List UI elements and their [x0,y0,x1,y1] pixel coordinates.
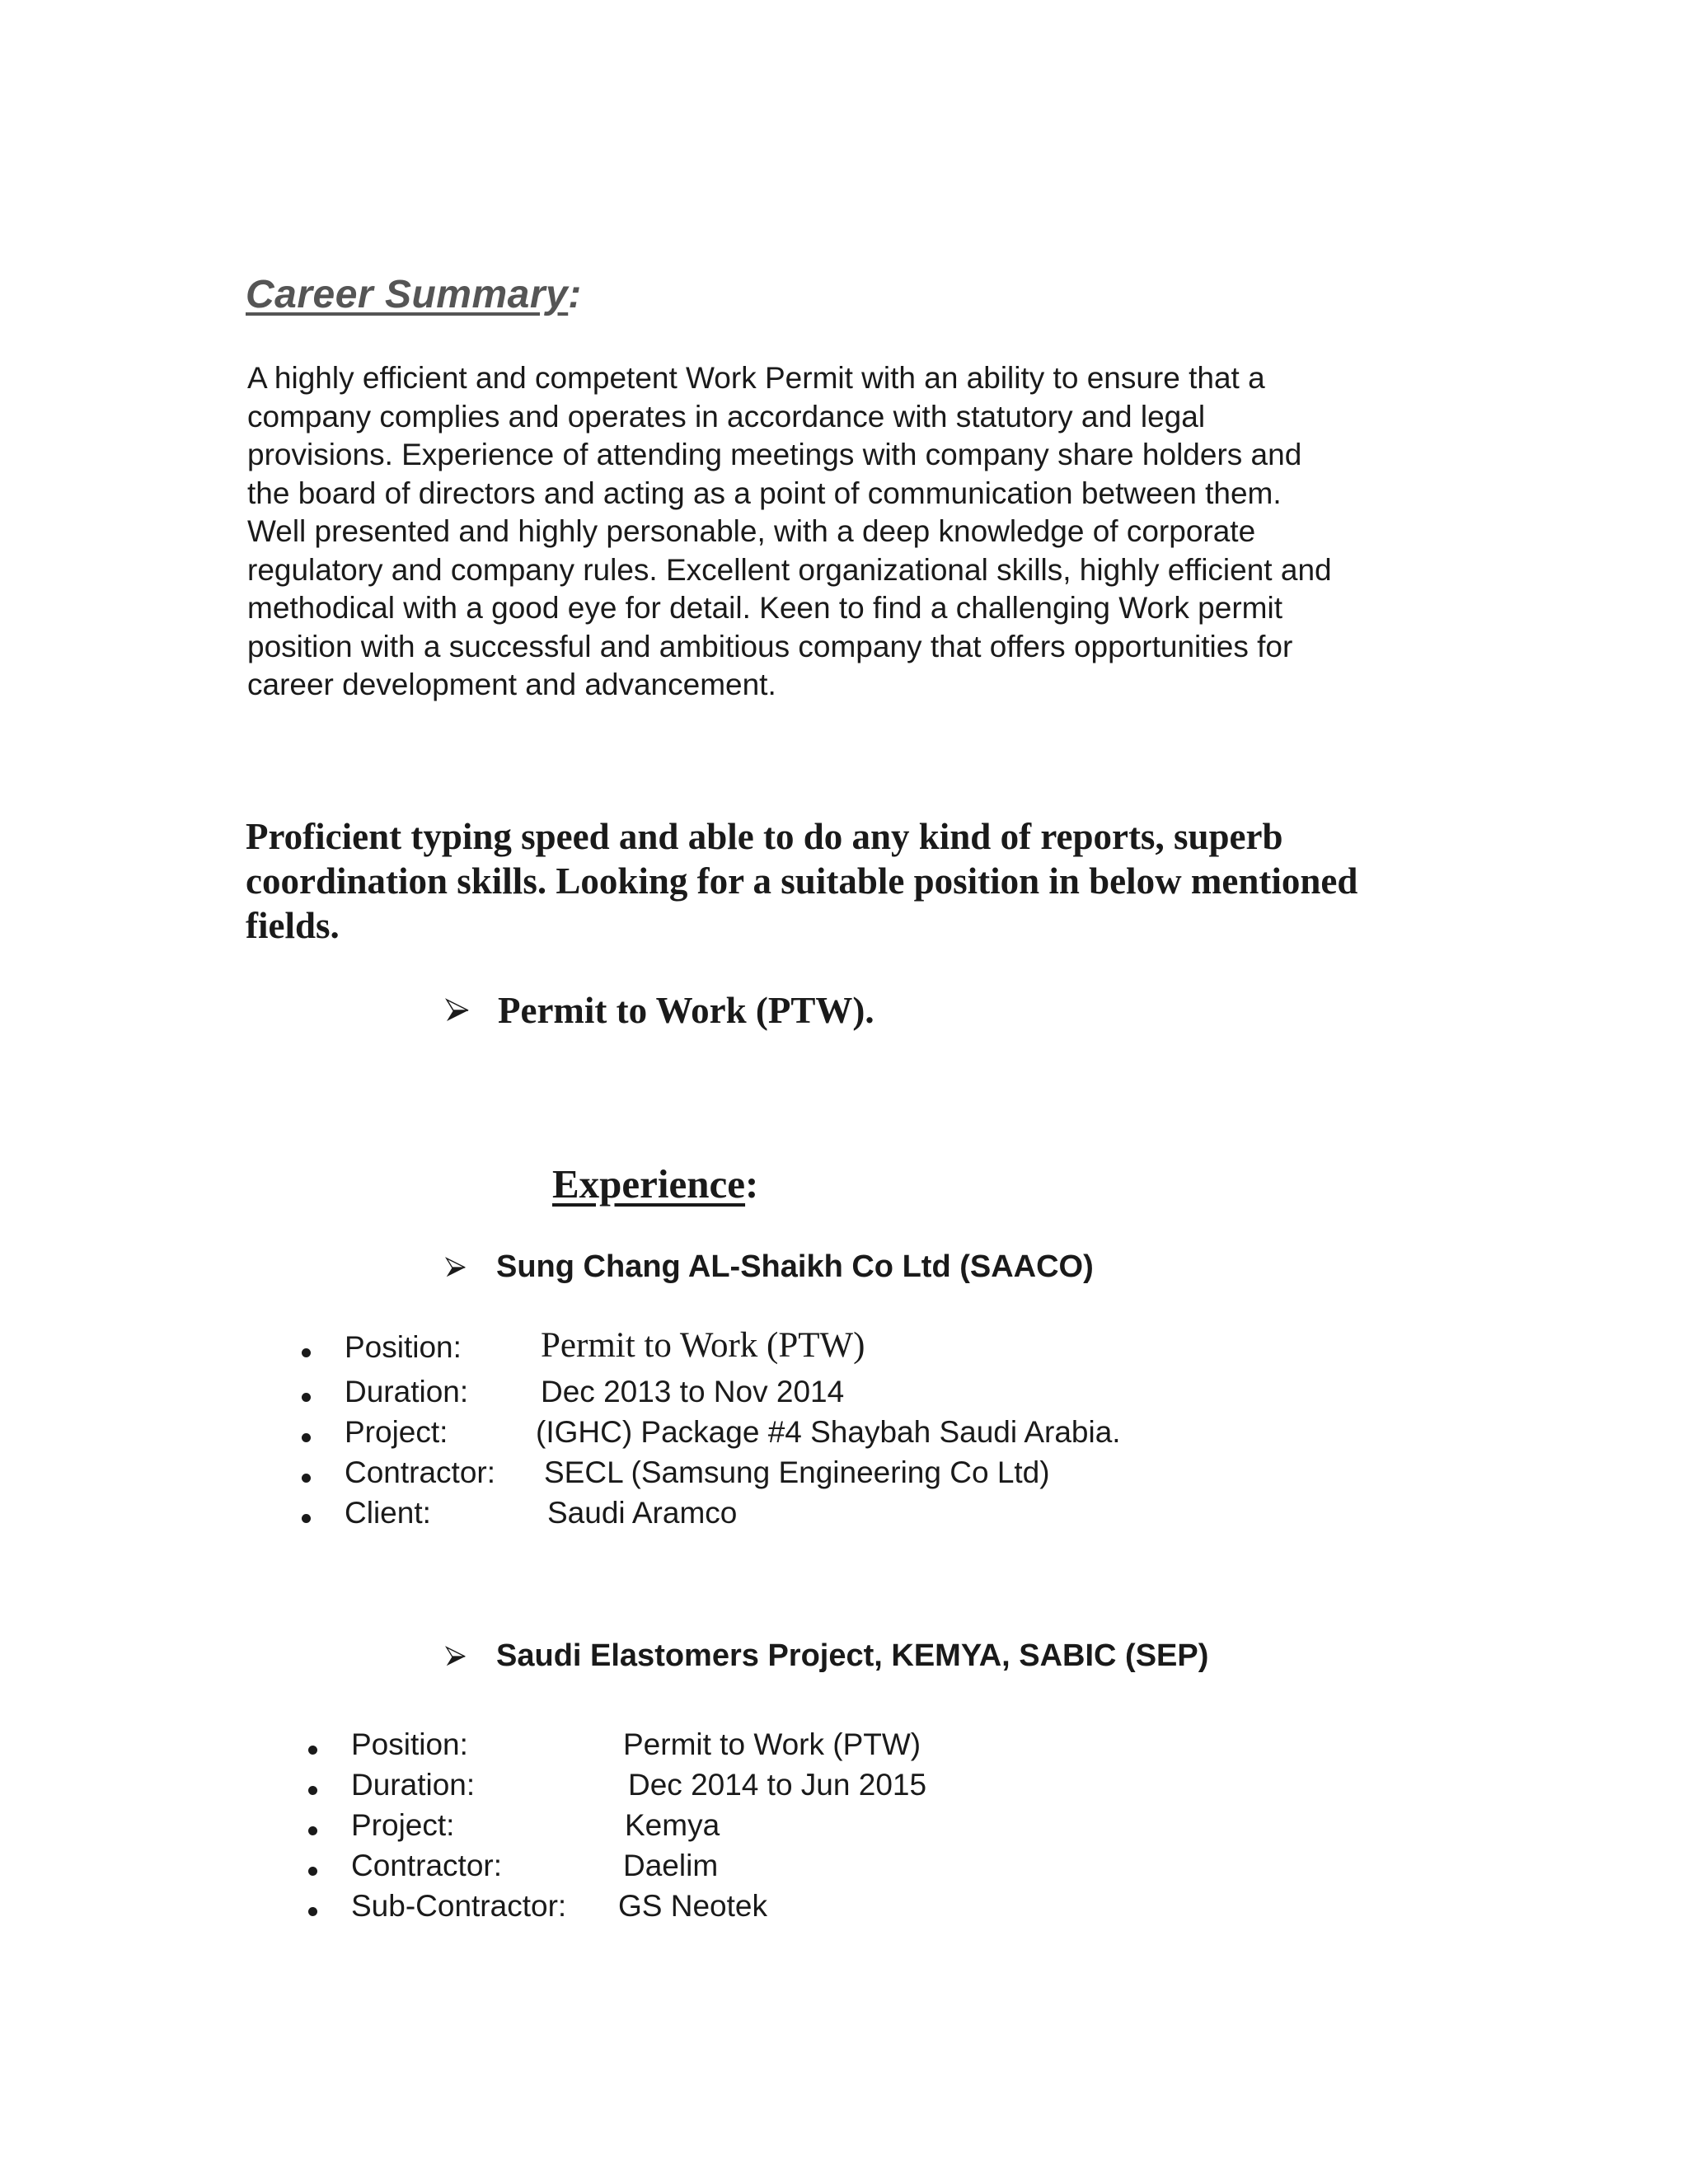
summary-line: methodical with a good eye for detail. Keen to find a challenging Work permit [247,591,1282,625]
detail-label: Duration: [351,1768,476,1802]
detail-value: SECL (Samsung Engineering Co Ltd) [544,1455,1050,1489]
detail-value: Kemya [625,1808,720,1842]
detail-item [0,1849,1688,1889]
detail-item [0,1808,1688,1849]
career-summary-paragraph [247,359,1434,705]
bullet-dot-icon [302,1433,311,1442]
detail-item [0,1889,1688,1929]
bullet-dot-icon [302,1348,311,1357]
arrow-bullet-icon [445,998,470,1023]
summary-line: career development and advancement. [247,668,776,701]
detail-value: Dec 2014 to Jun 2015 [628,1768,927,1802]
detail-value: Permit to Work (PTW) [541,1326,865,1365]
company-name: Sung Chang AL-Shaikh Co Ltd (SAACO) [496,1249,1094,1284]
proficient-paragraph [246,814,1482,948]
detail-item [0,1455,1688,1496]
bullet-dot-icon [308,1746,317,1755]
proficient-line: fields. [246,905,340,946]
summary-line: company complies and operates in accordance with statutory and legal [247,399,1206,434]
experience-details-list [0,1326,1688,1536]
proficient-line: Proficient typing speed and able to do any kind of reports, superb [246,816,1283,857]
detail-value: Permit to Work (PTW) [623,1727,921,1761]
summary-line: regulatory and company rules. Excellent organizational skills, highly efficient and [247,552,1332,587]
career-summary-title: Career Summary [246,273,569,316]
bullet-dot-icon [308,1786,317,1795]
summary-line: position with a successful and ambitious company that offers opportunities for [247,629,1293,663]
summary-line: A highly efficient and competent Work Permit with an ability to ensure that a [247,361,1265,395]
detail-label: Project: [345,1415,448,1449]
experience-heading [552,1160,758,1207]
detail-item [0,1415,1688,1455]
experience-title: Experience [552,1161,746,1207]
detail-label: Contractor: [345,1455,496,1489]
proficient-line: coordination skills. Looking for a suitable position in below mentioned [246,860,1358,902]
detail-label: Position: [351,1727,468,1761]
bullet-dot-icon [308,1907,317,1916]
detail-item [0,1727,1688,1768]
detail-value: Saudi Aramco [547,1496,738,1530]
detail-label: Position: [345,1330,462,1364]
summary-line: the board of directors and acting as a point of communication between them. [247,476,1282,510]
summary-line: Well presented and highly personable, with a deep knowledge of corporate [247,514,1256,548]
detail-label: Client: [345,1496,431,1530]
bullet-dot-icon [302,1514,311,1523]
bullet-dot-icon [308,1867,317,1876]
detail-value: Daelim [623,1849,719,1882]
detail-item [0,1496,1688,1536]
detail-label: Contractor: [351,1849,503,1882]
field-item-ptw [445,989,874,1032]
detail-label: Project: [351,1808,455,1842]
detail-label: Sub-Contractor: [351,1889,567,1923]
detail-value: Dec 2013 to Nov 2014 [541,1375,845,1408]
company-heading [445,1249,1094,1285]
detail-item [0,1326,1688,1375]
company-name: Saudi Elastomers Project, KEMYA, SABIC (SEP) [496,1638,1209,1673]
bullet-dot-icon [302,1474,311,1483]
summary-line: provisions. Experience of attending meetings with company share holders and [247,438,1302,471]
detail-value: GS Neotek [618,1889,767,1923]
field-label: Permit to Work (PTW). [498,990,874,1031]
detail-item [0,1768,1688,1808]
company-heading [445,1638,1208,1674]
detail-value: (IGHC) Package #4 Shaybah Saudi Arabia. [536,1415,1121,1449]
bullet-dot-icon [302,1393,311,1402]
arrow-bullet-icon [445,1646,467,1667]
bullet-dot-icon [308,1826,317,1835]
experience-colon: : [745,1161,759,1207]
detail-item [0,1375,1688,1415]
experience-details-list [0,1727,1688,1929]
career-summary-heading [246,272,582,317]
career-summary-colon: : [568,273,582,316]
arrow-bullet-icon [445,1257,467,1278]
detail-label: Duration: [345,1375,469,1408]
